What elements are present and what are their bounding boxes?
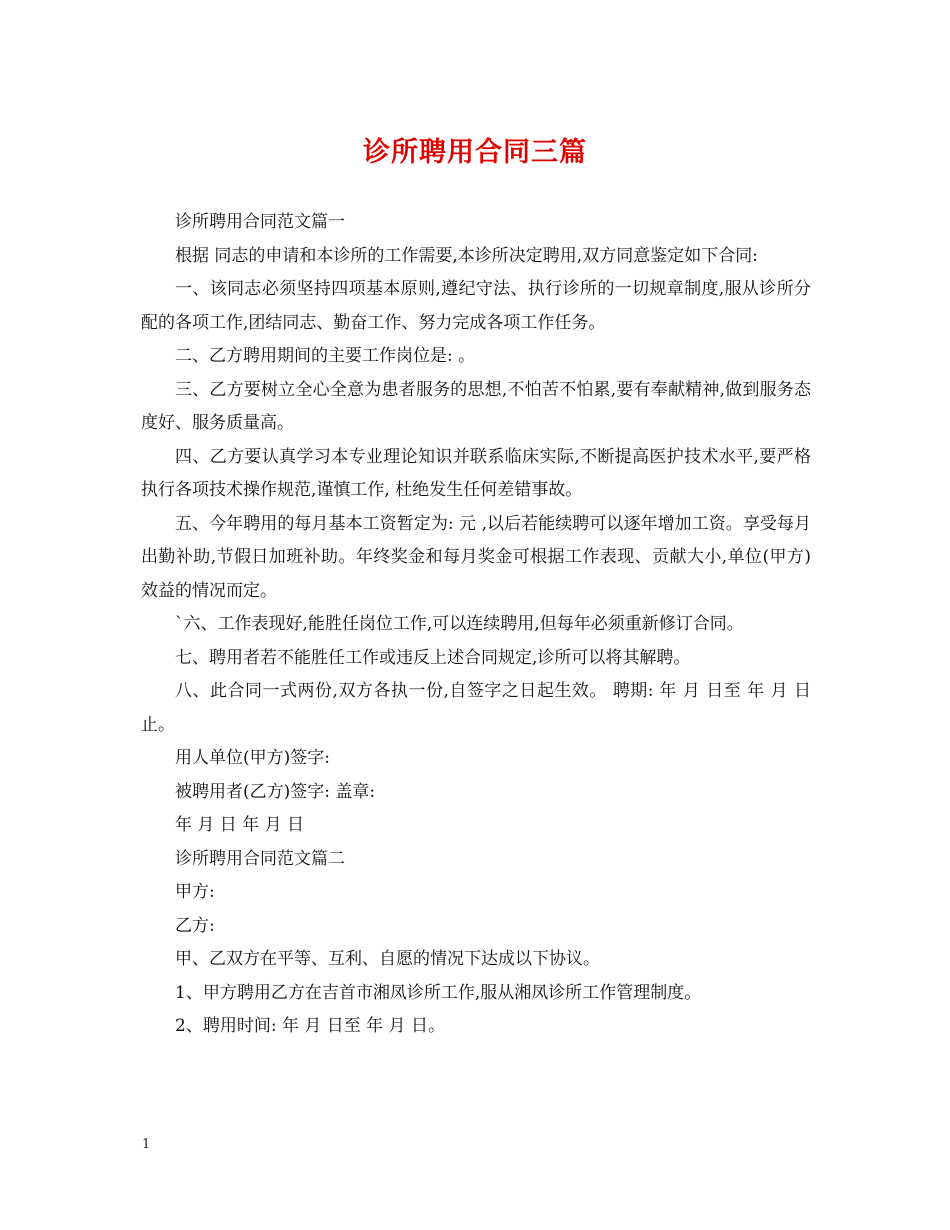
paragraph: 五、今年聘用的每月基本工资暂定为: 元 ,以后若能续聘可以逐年增加工资。享受每月出勤补助,节假日加班补助。年终奖金和每月奖金可根据工作表现、贡献大小,单位(甲方)效益的情况而定。 (141, 513, 811, 601)
paragraph: 三、乙方要树立全心全意为患者服务的思想,不怕苦不怕累,要有奉献精神,做到服务态度好、服务质量高。 (141, 379, 811, 433)
paragraph: 甲方: (175, 882, 215, 902)
paragraph: 七、聘用者若不能胜任工作或违反上述合同规定,诊所可以将其解聘。 (175, 647, 691, 668)
paragraph: 诊所聘用合同范文篇一 (175, 212, 345, 232)
paragraph: 甲、乙双方在平等、互利、自愿的情况下达成以下协议。 (175, 949, 600, 969)
paragraph: 四、乙方要认真学习本专业理论知识并联系临床实际,不断提高医护技术水平,要严格执行各项技术操作规范,谨慎工作, 杜绝发生任何差错事故。 (141, 446, 811, 500)
document-title: 诊所聘用合同三篇 (363, 137, 587, 168)
paragraph: 用人单位(甲方)签字: (175, 748, 330, 768)
document-body (141, 206, 811, 1044)
paragraph: 乙方: (175, 915, 215, 936)
paragraph: 八、此合同一式两份,双方各执一份,自签字之日起生效。 聘期: 年 月 日至 年 月 日止。 (141, 681, 811, 735)
page-number: 1 (142, 1137, 151, 1152)
paragraph: 年 月 日 年 月 日 (175, 815, 305, 835)
paragraph: 根据 同志的申请和本诊所的工作需要,本诊所决定聘用,双方同意鉴定如下合同: (175, 245, 758, 266)
paragraph: 2、聘用时间: 年 月 日至 年 月 日。 (175, 1016, 445, 1036)
paragraph: `六、工作表现好,能胜任岗位工作,可以连续聘用,但每年必须重新修订合同。 (175, 614, 744, 634)
paragraph: 被聘用者(乙方)签字: 盖章: (175, 781, 376, 802)
paragraph: 诊所聘用合同范文篇二 (175, 848, 345, 869)
paragraph: 二、乙方聘用期间的主要工作岗位是: 。 (175, 346, 476, 366)
paragraph: 一、该同志必须坚持四项基本原则,遵纪守法、执行诊所的一切规章制度,服从诊所分配的各项工作,团结同志、勤奋工作、努力完成各项工作任务。 (141, 279, 811, 333)
paragraph: 1、甲方聘用乙方在吉首市湘凤诊所工作,服从湘凤诊所工作管理制度。 (175, 982, 702, 1003)
